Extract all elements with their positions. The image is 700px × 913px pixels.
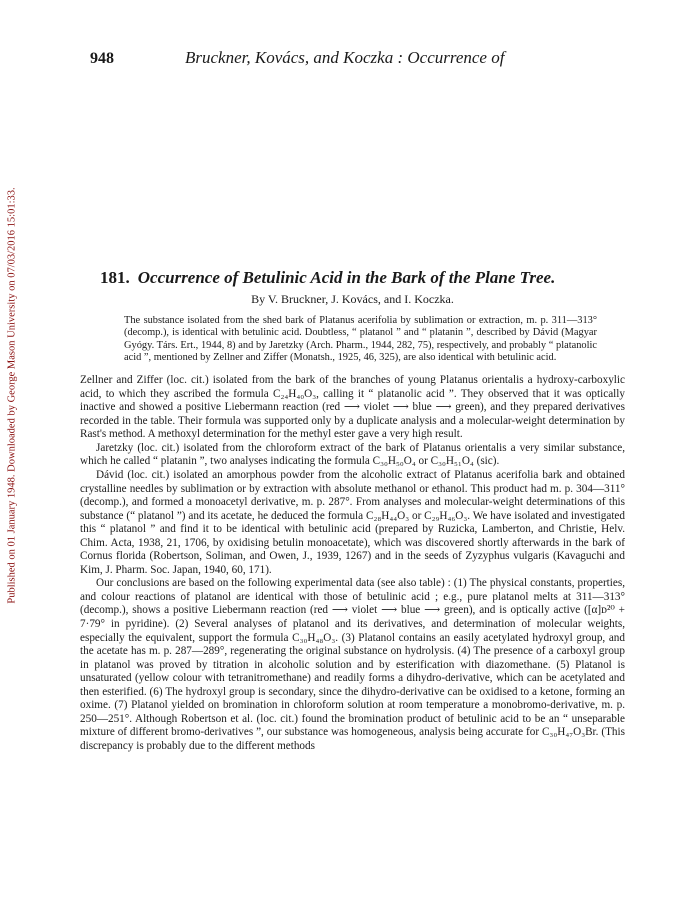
article-title-line bbox=[100, 268, 625, 288]
article bbox=[80, 268, 625, 754]
body-paragraph-2: Jaretzky (loc. cit.) isolated from the chloroform extract of the bark of Platanus orientalis a very similar substance, which he called “ platanin ”, two analyses indicating the formula C₃₀H₅₀O₄ or C₃₀H₅₁O₄ (sic). bbox=[80, 441, 625, 468]
body-paragraph-1: Zellner and Ziffer (loc. cit.) isolated from the bark of the branches of young Platanus orientalis a hydroxy-carboxylic acid, to which they ascribed the formula C₂₄H₄₀O₃, calling it “ platanolic acid ”. They observed that it was optically inactive and showed a positive Liebermann reaction (red ⟶ violet ⟶ blue ⟶ green), and they prepared derivatives recorded in the table. Their formula was supported only by a duplicate analysis and a molecular-weight determination by Rast's method. A methoxyl determination for the methyl ester gave a very high result. bbox=[80, 374, 625, 441]
watermark-text: Published on 01 January 1948. Downloaded by George Mason University on 07/03/2016 15:01:33. bbox=[6, 187, 18, 604]
article-number: 181. bbox=[100, 268, 130, 287]
body-paragraph-3: Dávid (loc. cit.) isolated an amorphous powder from the alcoholic extract of Platanus acerifolia bark and obtained crystalline needles by sublimation or by extraction with absolute methanol or ethanol. This product had m. p. 304—311° (decomp.), and formed a monoacetyl derivative, m. p. 287°. From analyses and molecular-weight determinations of this substance (“ platanol ”) and its acetate, he deduced the formula C₂₈H₄₄O₃ or C₂₉H₄₆O₃. We have isolated and investigated this “ platanol ” and find it to be identical with betulinic acid (prepared by Ruzicka, Lamberton, and Christie, Helv. Chim. Acta, 1938, 21, 1706, by oxidising betulin monoacetate), which was discovered shortly afterwards in the bark of Cornus florida (Robertson, Soliman, and Owen, J., 1939, 1267) and in the seeds of Zyzyphus vulgaris (Kavaguchi and Kim, J. Pharm. Soc. Japan, 1940, 60, 171). bbox=[80, 469, 625, 576]
running-header bbox=[80, 42, 640, 72]
page-number: 948 bbox=[90, 50, 114, 67]
download-watermark bbox=[2, 140, 22, 660]
body-paragraph-4: Our conclusions are based on the following experimental data (see also table) : (1) The physical constants, properties, and colour reactions of platanol are identical with those of betulinic acid ; e.g., pure platanol melts at 311—313° (decomp.), shows a positive Liebermann reaction (red ⟶ violet ⟶ blue ⟶ green), and is optically active ([α]ᴅ²⁰ + 7·79° in pyridine). (2) Several analyses of platanol and its derivatives, and determination of molecular weights, especially the equivalent, support the formula C₃₀H₄₈O₃. (3) Platanol contains an easily acetylated hydroxyl group, and the acetate has m. p. 287—289°, regenerating the original substance on hydrolysis. (4) The presence of a carboxyl group in platanol was proved by titration in alcoholic solution and by esterification with diazomethane. (5) Platanol is unsaturated (yellow colour with tetranitromethane) and readily forms a dihydro-derivative, which can be acetylated and then esterified. (6) The hydroxyl group is secondary, since the dihydro-derivative can be oxidised to a ketone, forming an oxime. (7) Platanol yielded on bromination in chloroform solution at room temperature a monobromo-derivative, m. p. 250—251°. Although Robertson et al. (loc. cit.) found the bromination product of betulinic acid to be an “ unseparable mixture of different bromo-derivatives ”, our substance was homogeneous, analysis being accurate for C₃₀H₄₇O₃Br. (This discrepancy is probably due to the different methods bbox=[80, 577, 625, 752]
running-title: Bruckner, Kovács, and Koczka : Occurrence of bbox=[185, 48, 505, 67]
article-body bbox=[80, 374, 625, 753]
article-authors: By V. Bruckner, J. Kovács, and I. Koczka. bbox=[251, 292, 454, 306]
article-title: Occurrence of Betulinic Acid in the Bark of the Plane Tree. bbox=[137, 268, 556, 287]
article-abstract: The substance isolated from the shed bark of Platanus acerifolia by sublimation or extraction, m. p. 311—313° (decomp.), is identical with betulinic acid. Doubtless, “ platanol ” and “ platanin ”, described by Dávid (Magyar Gyógy. Társ. Ert., 1944, 8) and by Jaretzky (Arch. Pharm., 1944, 282, 75), respectively, and probably “ platanolic acid ”, mentioned by Zellner and Ziffer (Monatsh., 1925, 46, 325), are also identical with betulinic acid. bbox=[124, 315, 597, 363]
